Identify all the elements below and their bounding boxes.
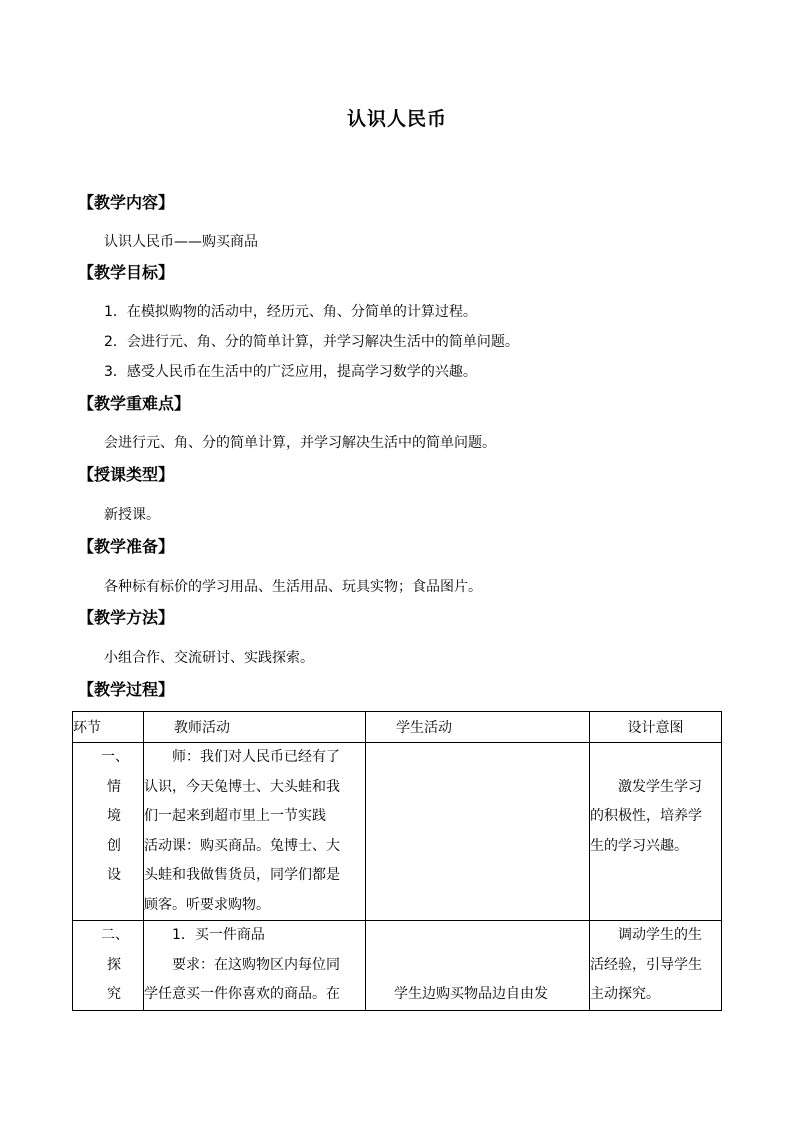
key-points-text: 会进行元、角、分的简单计算，并学习解决生活中的简单问题。 [104, 435, 496, 451]
student-cell [366, 743, 590, 921]
page-title: 认识人民币 [346, 108, 447, 130]
section-heading-methods: 【教学方法】 [78, 608, 175, 627]
lesson-type-text: 新授课。 [104, 507, 160, 523]
goal-item-1: 1．在模拟购物的活动中，经历元、角、分简单的计算过程。 [104, 304, 477, 320]
table-row [73, 743, 722, 921]
intent-cell: 调动学生的生 活经验，引导学生 主动探究。 [590, 921, 722, 1011]
section-heading-goals: 【教学目标】 [78, 263, 175, 282]
teacher-cell: 1．买一件商品 要求：在这购物区内每位同 学任意买一件你喜欢的商品。在 [144, 921, 366, 1011]
section-heading-lesson-type: 【授课类型】 [78, 465, 175, 484]
table-header-row [73, 712, 722, 743]
table-row [73, 921, 722, 1011]
section-heading-preparation: 【教学准备】 [78, 537, 175, 556]
process-table [72, 711, 722, 1011]
header-stage: 环节 [73, 712, 144, 743]
header-teacher: 教师活动 [144, 712, 366, 743]
methods-text: 小组合作、交流研讨、实践探索。 [104, 650, 314, 666]
stage-cell: 二、 探 究 [73, 921, 144, 1011]
header-student: 学生活动 [366, 712, 590, 743]
content-text: 认识人民币——购买商品 [104, 234, 258, 250]
section-heading-content: 【教学内容】 [78, 193, 175, 212]
stage-cell: 一、 情 境 创 设 [73, 743, 144, 921]
section-heading-key-points: 【教学重难点】 [78, 394, 191, 413]
header-intent: 设计意图 [590, 712, 722, 743]
preparation-text: 各种标有标价的学习用品、生活用品、玩具实物；食品图片。 [104, 579, 482, 595]
student-cell: 学生边购买物品边自由发 [366, 921, 590, 1011]
goal-item-2: 2．会进行元、角、分的简单计算，并学习解决生活中的简单问题。 [104, 334, 519, 350]
goal-item-3: 3．感受人民币在生活中的广泛应用，提高学习数学的兴趣。 [104, 364, 477, 380]
teacher-cell: 师：我们对人民币已经有了 认识，今天兔博士、大头蛙和我 们一起来到超市里上一节实践 活动课：购买商品。兔博士、大 头蛙和我做售货员，同学们都是 顾客。听要求购物。 [144, 743, 366, 921]
intent-cell: 激发学生学习 的积极性，培养学 生的学习兴趣。 [590, 743, 722, 921]
section-heading-process: 【教学过程】 [78, 680, 175, 699]
